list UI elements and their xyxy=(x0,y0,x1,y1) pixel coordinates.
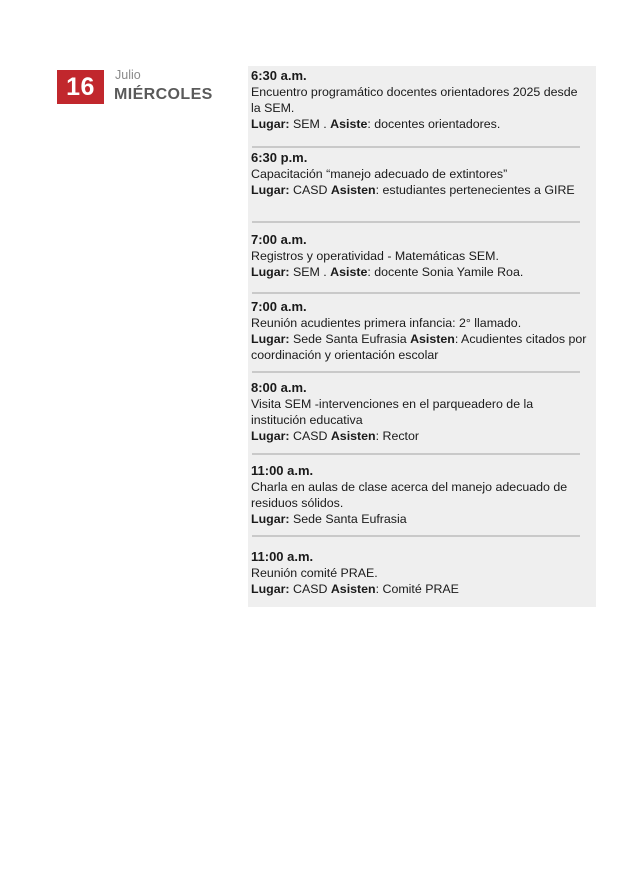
event-description: Encuentro programático docentes orientadores 2025 desde la SEM. xyxy=(251,85,578,115)
divider xyxy=(252,221,580,223)
event-time: 7:00 a.m. xyxy=(251,232,307,247)
place-value: CASD xyxy=(289,183,331,197)
attendees-label: Asisten xyxy=(330,429,376,443)
day-number-badge: 16 xyxy=(57,70,104,104)
attendees-label: Asisten xyxy=(410,332,455,346)
weekday-label: MIÉRCOLES xyxy=(114,86,213,103)
event-time: 11:00 a.m. xyxy=(251,549,314,564)
place-label: Lugar: xyxy=(251,183,290,197)
event-description: Registros y operatividad - Matemáticas SEM. xyxy=(251,249,499,263)
divider xyxy=(252,146,580,148)
place-value: CASD xyxy=(289,582,331,596)
month-label: Julio xyxy=(115,68,141,82)
divider xyxy=(252,371,580,373)
divider xyxy=(252,453,580,455)
place-label: Lugar: xyxy=(251,117,290,131)
place-value: SEM . xyxy=(289,265,331,279)
place-label: Lugar: xyxy=(251,429,290,443)
event-time: 6:30 p.m. xyxy=(251,150,308,165)
attendees-label: Asisten xyxy=(330,183,376,197)
place-label: Lugar: xyxy=(251,265,290,279)
attendees-value: : Comité PRAE xyxy=(375,582,459,596)
event-time: 11:00 a.m. xyxy=(251,463,314,478)
divider xyxy=(252,535,580,537)
place-label: Lugar: xyxy=(251,582,290,596)
attendees-label: Asisten xyxy=(330,582,376,596)
place-label: Lugar: xyxy=(251,332,290,346)
event-description: Capacitación “manejo adecuado de extintores” xyxy=(251,167,508,181)
event-item xyxy=(251,380,589,444)
event-description: Reunión acudientes primera infancia: 2° llamado. xyxy=(251,316,522,330)
attendees-label: Asiste xyxy=(330,117,368,131)
event-place xyxy=(251,183,575,197)
event-place xyxy=(251,117,500,131)
events-panel xyxy=(248,66,596,607)
attendees-value: : Acudientes citados por coordinación y orientación escolar xyxy=(251,332,587,362)
event-item xyxy=(251,68,589,132)
place-value: CASD xyxy=(289,429,331,443)
event-place xyxy=(251,512,407,526)
attendees-value: : docente Sonia Yamile Roa. xyxy=(367,265,524,279)
event-place xyxy=(251,332,586,362)
divider xyxy=(252,292,580,294)
place-value: Sede Santa Eufrasia xyxy=(289,512,407,526)
event-time: 7:00 a.m. xyxy=(251,299,307,314)
event-item xyxy=(251,150,589,198)
event-place xyxy=(251,265,523,279)
place-label: Lugar: xyxy=(251,512,290,526)
event-item xyxy=(251,299,589,363)
place-value: SEM . xyxy=(289,117,331,131)
event-time: 8:00 a.m. xyxy=(251,380,307,395)
event-place xyxy=(251,429,419,443)
attendees-label: Asiste xyxy=(330,265,368,279)
event-item xyxy=(251,463,589,527)
attendees-value: : Rector xyxy=(375,429,420,443)
attendees-value: : estudiantes pertenecientes a GIRE xyxy=(375,183,575,197)
date-header xyxy=(57,68,237,108)
event-description: Reunión comité PRAE. xyxy=(251,566,378,580)
event-description: Charla en aulas de clase acerca del manejo adecuado de residuos sólidos. xyxy=(251,480,568,510)
place-value: Sede Santa Eufrasia xyxy=(289,332,411,346)
event-item xyxy=(251,549,589,597)
event-time: 6:30 a.m. xyxy=(251,68,307,83)
event-description: Visita SEM -intervenciones en el parqueadero de la institución educativa xyxy=(251,397,534,427)
attendees-value: : docentes orientadores. xyxy=(367,117,501,131)
event-item xyxy=(251,232,589,280)
event-place xyxy=(251,582,459,596)
